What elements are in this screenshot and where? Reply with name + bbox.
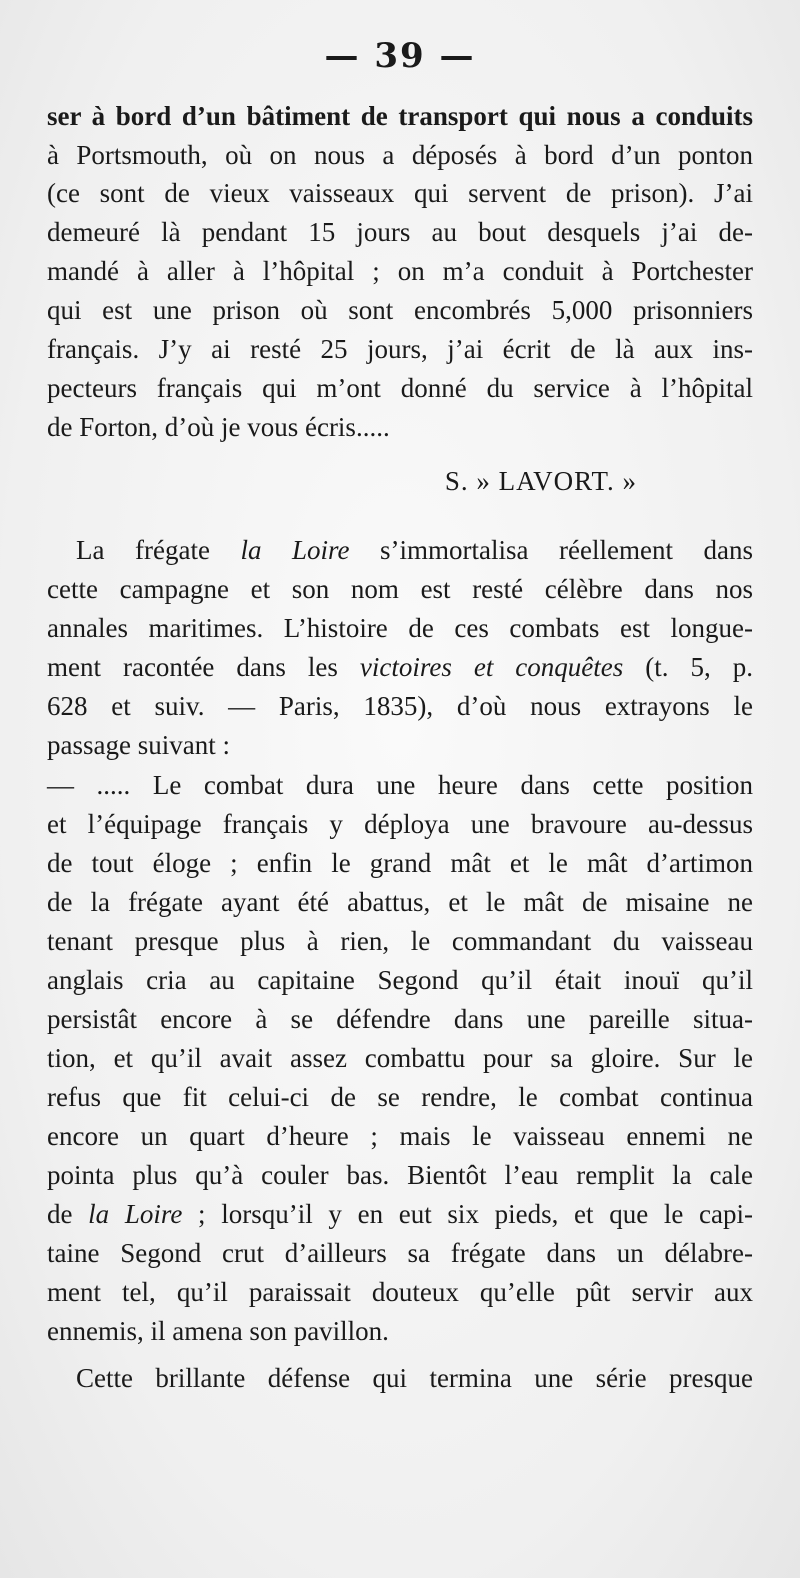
text-line: de la frégate ayant été abattus, et le mât de misaine ne [47, 887, 753, 917]
book-title: victoires et conquêtes [359, 652, 624, 682]
signature: S. » LAVORT. » [444, 466, 637, 496]
text-line: cette campagne et son nom est resté célèbre dans nos [47, 574, 753, 604]
text-line: tion, et qu’il avait assez combattu pour sa gloire. Sur le [47, 1043, 753, 1073]
text-line: ser à bord d’un bâtiment de transport qui nous a conduits [47, 101, 753, 131]
text-fragment: de [47, 1199, 89, 1229]
text-line: de Forton, d’où je vous écris..... [47, 412, 390, 442]
text-line: taine Segond crut d’ailleurs sa frégate dans un délabre- [47, 1238, 753, 1268]
text-line [47, 650, 753, 684]
text-line: refus que fit celui-ci de se rendre, le combat continua [47, 1082, 753, 1112]
text-line: — ..... Le combat dura une heure dans cette position [47, 770, 753, 800]
text-fragment: ; lorsqu’il y en eut six pieds, et que le capi- [182, 1199, 754, 1229]
text-fragment: ment racontée dans les [47, 652, 360, 682]
text-line [76, 533, 753, 567]
text-line: de tout éloge ; enfin le grand mât et le mât d’artimon [47, 848, 753, 878]
paragraph-defense-start: Cette brillante défense qui termina une série presque [76, 1363, 753, 1393]
text-line [47, 1197, 753, 1231]
text-line: encore un quart d’heure ; mais le vaisseau ennemi ne [47, 1121, 753, 1151]
ship-name: la Loire [88, 1199, 183, 1229]
text-line: annales maritimes. L’histoire de ces combats est longue- [47, 613, 753, 643]
text-line: pointa plus qu’à couler bas. Bientôt l’eau remplit la cale [47, 1160, 753, 1190]
text-fragment: s’immortalisa réellement dans [349, 535, 753, 565]
text-line: français. J’y ai resté 25 jours, j’ai écrit de là aux ins- [47, 334, 753, 364]
text-line: persistât encore à se défendre dans une pareille situa- [47, 1004, 753, 1034]
text-fragment: La frégate [76, 535, 241, 565]
text-fragment: (t. 5, p. [623, 652, 753, 682]
page-number: — 39 — [324, 36, 476, 76]
text-line: anglais cria au capitaine Segond qu’il était inouï qu’il [47, 965, 753, 995]
ship-name: la Loire [240, 535, 350, 565]
text-line: et l’équipage français y déploya une bravoure au-dessus [47, 809, 753, 839]
text-line: pecteurs français qui m’ont donné du service à l’hôpital [47, 373, 753, 403]
text-line: qui est une prison où sont encombrés 5,000 prisonniers [47, 295, 753, 325]
text-line: 628 et suiv. — Paris, 1835), d’où nous extrayons le [47, 691, 753, 721]
text-line: passage suivant : [47, 730, 230, 760]
text-line: tenant presque plus à rien, le commandant du vaisseau [47, 926, 753, 956]
text-line: à Portsmouth, où on nous a déposés à bord d’un ponton [47, 140, 753, 170]
text-line: ment tel, qu’il paraissait douteux qu’elle pût servir aux [47, 1277, 753, 1307]
text-line: (ce sont de vieux vaisseaux qui servent de prison). J’ai [47, 178, 753, 208]
text-line: demeuré là pendant 15 jours au bout desquels j’ai de- [47, 217, 753, 247]
text-line: mandé à aller à l’hôpital ; on m’a conduit à Portchester [47, 256, 753, 286]
text-line: ennemis, il amena son pavillon. [47, 1316, 389, 1346]
